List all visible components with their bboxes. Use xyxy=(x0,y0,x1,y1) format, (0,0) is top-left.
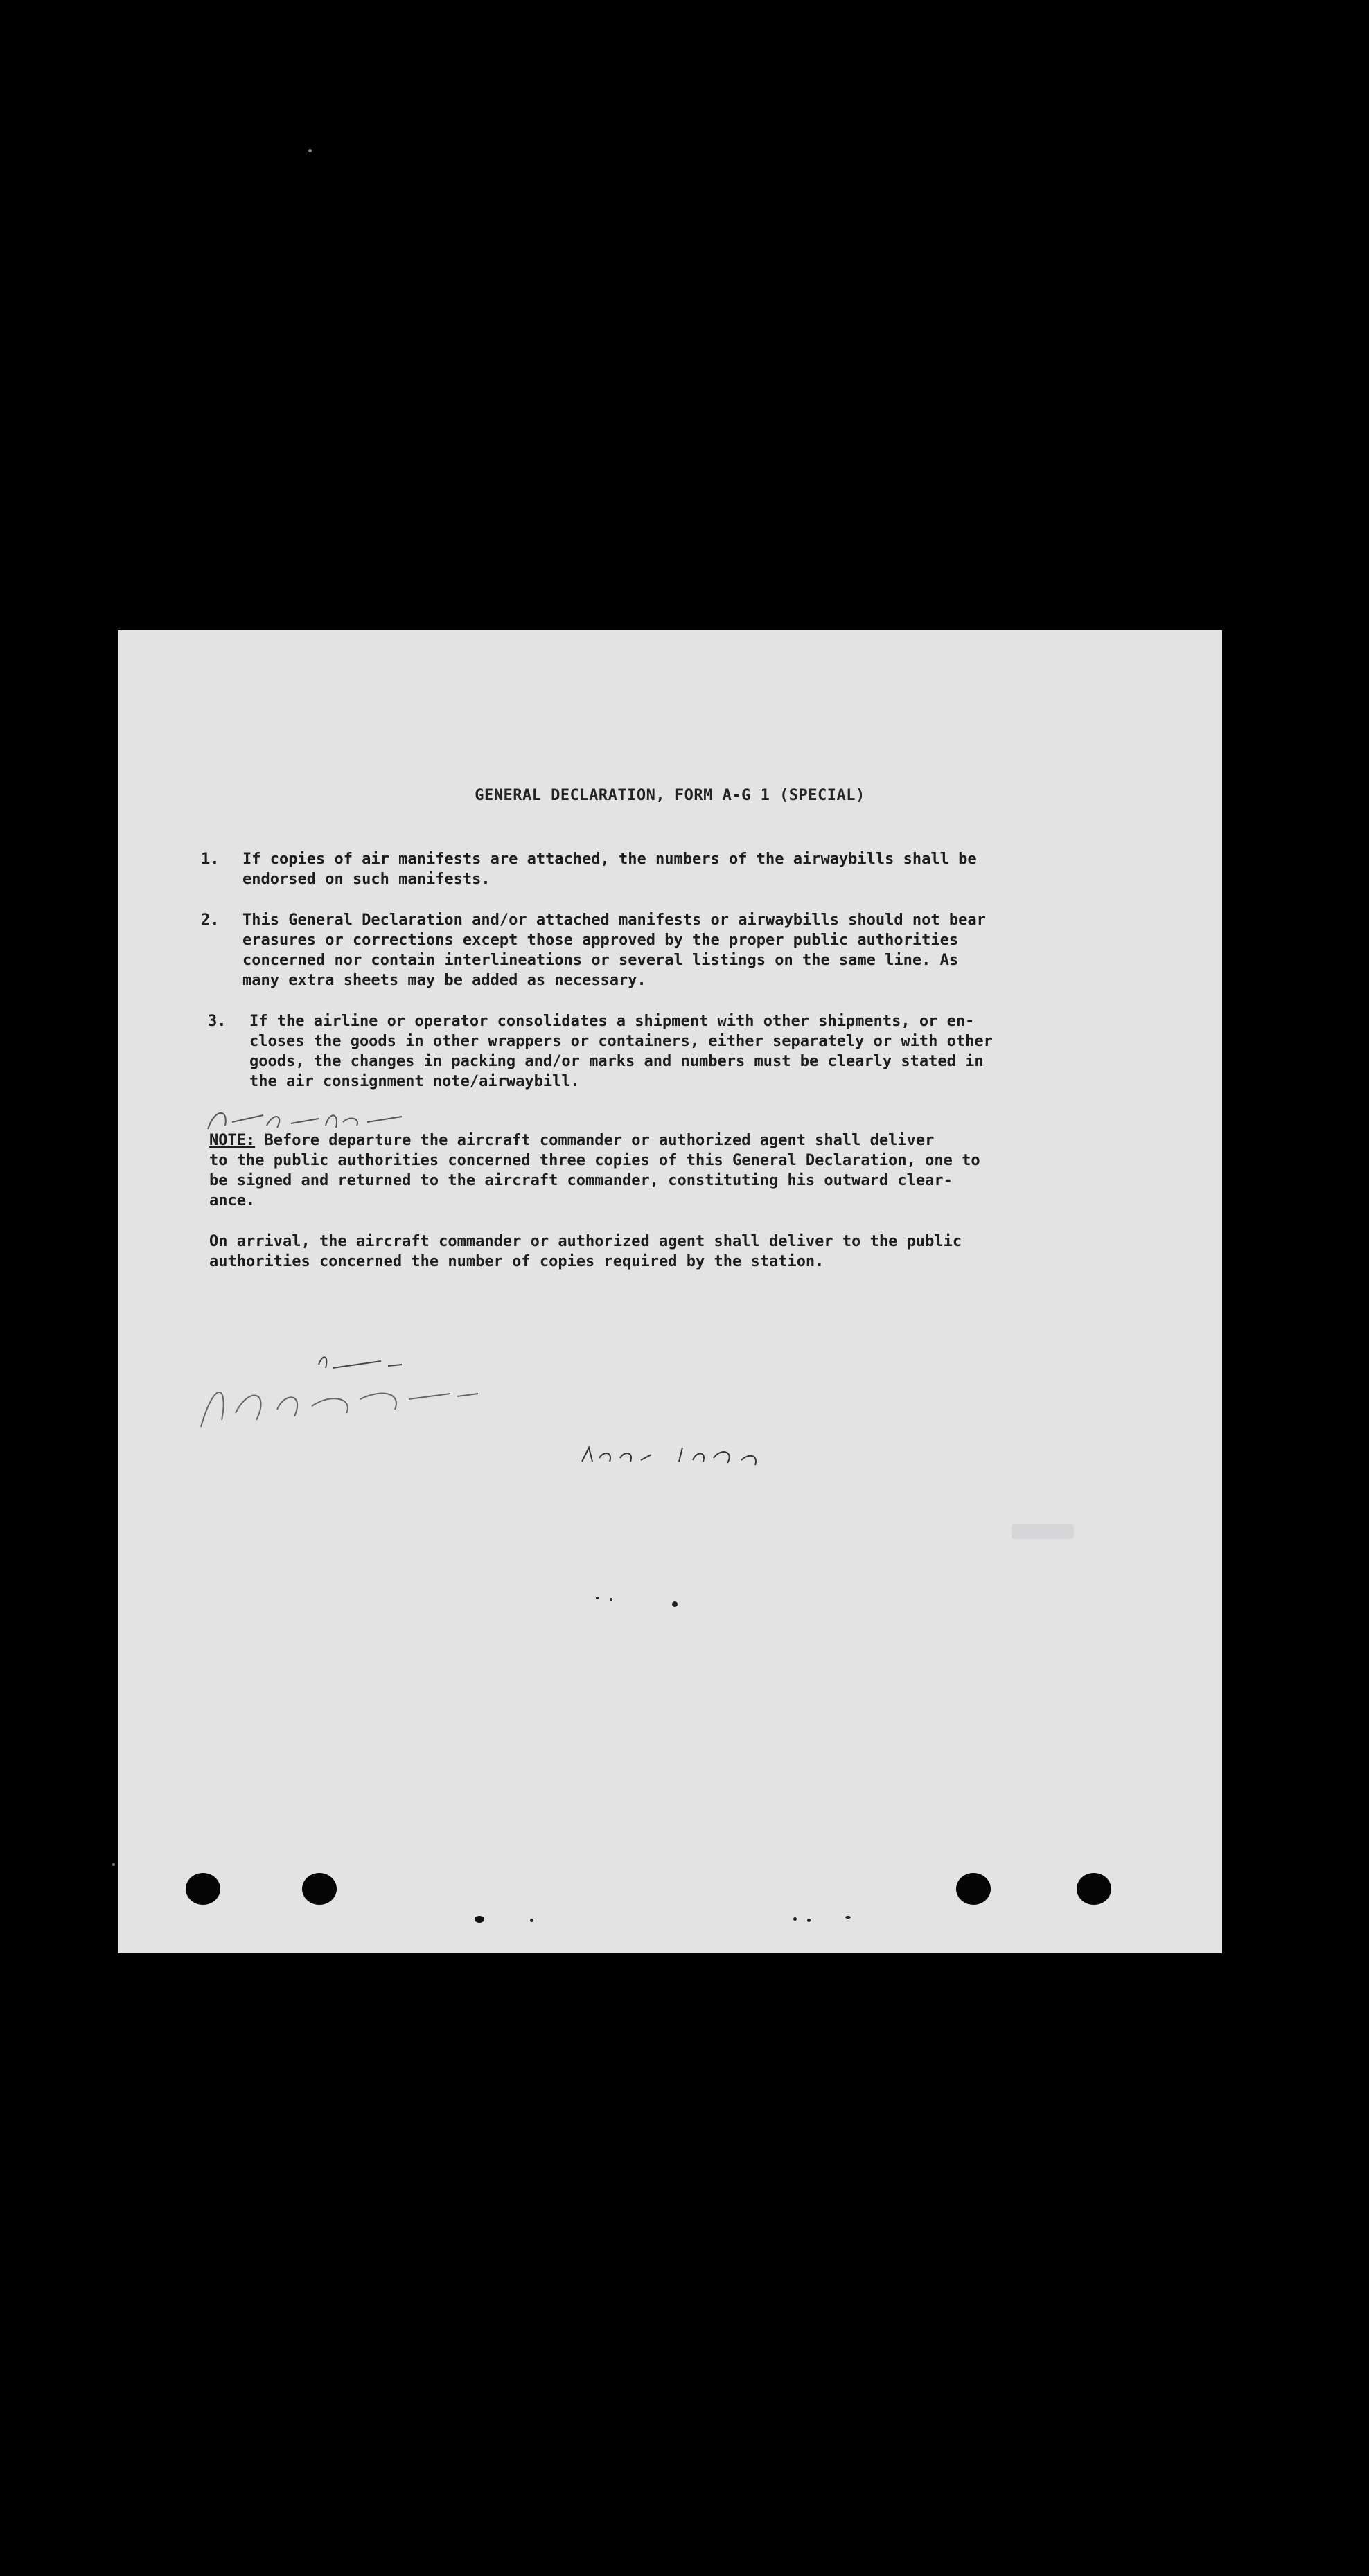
document-page xyxy=(118,630,1222,1953)
speck xyxy=(807,1919,811,1922)
handwritten-note xyxy=(575,1434,811,1475)
item-number: 3. xyxy=(208,1013,227,1030)
faint-mark xyxy=(1012,1524,1074,1539)
handwritten-signature xyxy=(173,1351,533,1441)
arrival-paragraph: On arrival, the aircraft commander or authorized agent shall deliver to the public authorities concerned the number of copies required by the station. xyxy=(209,1233,962,1270)
punch-hole xyxy=(956,1873,991,1905)
item-text: If the airline or operator consolidates a shipment with other shipments, or en- closes the goods in other wrappers or containers, either separately or with other goods, the changes in packing and/or marks and numbers must be clearly stated in the air consignment note/airwaybill. xyxy=(249,1013,993,1090)
speck xyxy=(672,1601,678,1607)
instruction-item-2 xyxy=(201,910,1122,991)
item-text: If copies of air manifests are attached, the numbers of the airwaybills shall be endorsed on such manifests. xyxy=(242,851,977,888)
note-label: NOTE: xyxy=(209,1132,256,1149)
note-paragraph xyxy=(209,1130,1124,1211)
speck xyxy=(610,1598,612,1601)
item-number: 1. xyxy=(201,851,220,868)
instruction-item-1 xyxy=(201,849,1122,889)
instruction-item-3 xyxy=(208,1011,1128,1092)
speck xyxy=(596,1597,599,1599)
punch-hole xyxy=(1077,1873,1111,1905)
speck xyxy=(793,1917,797,1921)
handwritten-mark xyxy=(201,1101,423,1136)
punch-hole xyxy=(186,1873,220,1905)
item-number: 2. xyxy=(201,912,220,929)
speck xyxy=(530,1919,533,1922)
speck xyxy=(475,1916,484,1923)
punch-hole xyxy=(302,1873,337,1905)
background-speck xyxy=(112,1863,115,1866)
document-title: GENERAL DECLARATION, FORM A-G 1 (SPECIAL) xyxy=(475,787,865,804)
item-text: This General Declaration and/or attached manifests or airwaybills should not bear erasures or corrections except those approved by the proper public authorities concerned nor contain interlineations or several listings on the same line. As many extra sheets may be added as necessary. xyxy=(242,912,986,989)
background-speck xyxy=(308,149,312,152)
note-text: Before departure the aircraft commander or authorized agent shall deliver to the public authorities concerned three copies of this General Declaration, one to be signed and returned to the aircraft commander, constituting his outward clear- ance. xyxy=(209,1132,980,1209)
speck xyxy=(845,1916,851,1919)
